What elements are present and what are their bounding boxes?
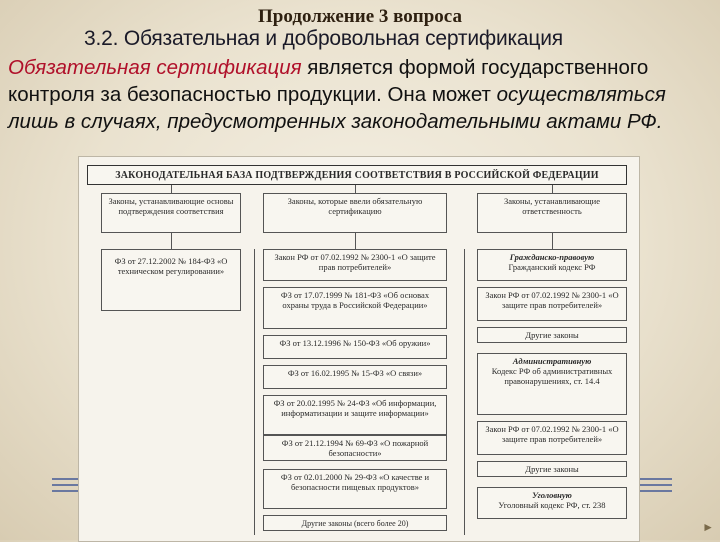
col3-group-box bbox=[477, 487, 627, 519]
col3-group-label: Гражданско-правовую bbox=[509, 252, 595, 262]
body-main: является формой государственного контроля за безопасностью продукции. Она может bbox=[8, 56, 649, 106]
col2-item: ФЗ от 20.02.1995 № 24-ФЗ «Об информации, информатизации и защите информации» bbox=[263, 395, 447, 435]
body-italic: осуществляться лишь в случаях, предусмотренных законодательными актами РФ. bbox=[8, 83, 666, 133]
col3-group-box bbox=[477, 249, 627, 281]
corner-arrow-icon: ► bbox=[702, 520, 714, 534]
col3-item: Кодекс РФ об административных правонарушениях, ст. 14.4 bbox=[491, 366, 613, 386]
col2-item: ФЗ от 02.01.2000 № 29-ФЗ «О качестве и безопасности пищевых продуктов» bbox=[263, 469, 447, 509]
slide-subheading: 3.2. Обязательная и добровольная сертификация bbox=[84, 27, 563, 50]
scanned-table bbox=[78, 156, 640, 542]
col2-header: Законы, которые ввели обязательную сертификацию bbox=[263, 193, 447, 233]
col3-group-label: Административную bbox=[512, 356, 592, 366]
body-term: Обязательная сертификация bbox=[8, 56, 302, 79]
col3-item: Другие законы bbox=[477, 461, 627, 477]
col3-item: Уголовный кодекс РФ, ст. 238 bbox=[498, 500, 606, 510]
slide-heading: Продолжение 3 вопроса bbox=[258, 6, 462, 27]
col3-header: Законы, устанавливающие ответственность bbox=[477, 193, 627, 233]
col2-item: ФЗ от 17.07.1999 № 181-ФЗ «Об основах охраны труда в Российской Федерации» bbox=[263, 287, 447, 329]
body-paragraph bbox=[8, 54, 720, 135]
col2-item: ФЗ от 16.02.1995 № 15-ФЗ «О связи» bbox=[263, 365, 447, 389]
col3-item: Гражданский кодекс РФ bbox=[508, 262, 596, 272]
col3-group-box bbox=[477, 353, 627, 415]
col1-item: ФЗ от 27.12.2002 № 184-ФЗ «О техническом регулировании» bbox=[101, 249, 241, 311]
table-title: ЗАКОНОДАТЕЛЬНАЯ БАЗА ПОДТВЕРЖДЕНИЯ СООТВЕТСТВИЯ В РОССИЙСКОЙ ФЕДЕРАЦИИ bbox=[87, 165, 627, 185]
col2-item: Другие законы (всего более 20) bbox=[263, 515, 447, 531]
col3-item: Другие законы bbox=[477, 327, 627, 343]
col3-item: Закон РФ от 07.02.1992 № 2300-1 «О защите прав потребителей» bbox=[477, 287, 627, 321]
col1-header: Законы, устанавливающие основы подтверждения соответствия bbox=[101, 193, 241, 233]
col3-item: Закон РФ от 07.02.1992 № 2300-1 «О защите прав потребителей» bbox=[477, 421, 627, 455]
col2-item: ФЗ от 21.12.1994 № 69-ФЗ «О пожарной безопасности» bbox=[263, 435, 447, 461]
col2-item: Закон РФ от 07.02.1992 № 2300-1 «О защите прав потребителей» bbox=[263, 249, 447, 281]
col2-item: ФЗ от 13.12.1996 № 150-ФЗ «Об оружии» bbox=[263, 335, 447, 359]
col3-group-label: Уголовную bbox=[532, 490, 572, 500]
